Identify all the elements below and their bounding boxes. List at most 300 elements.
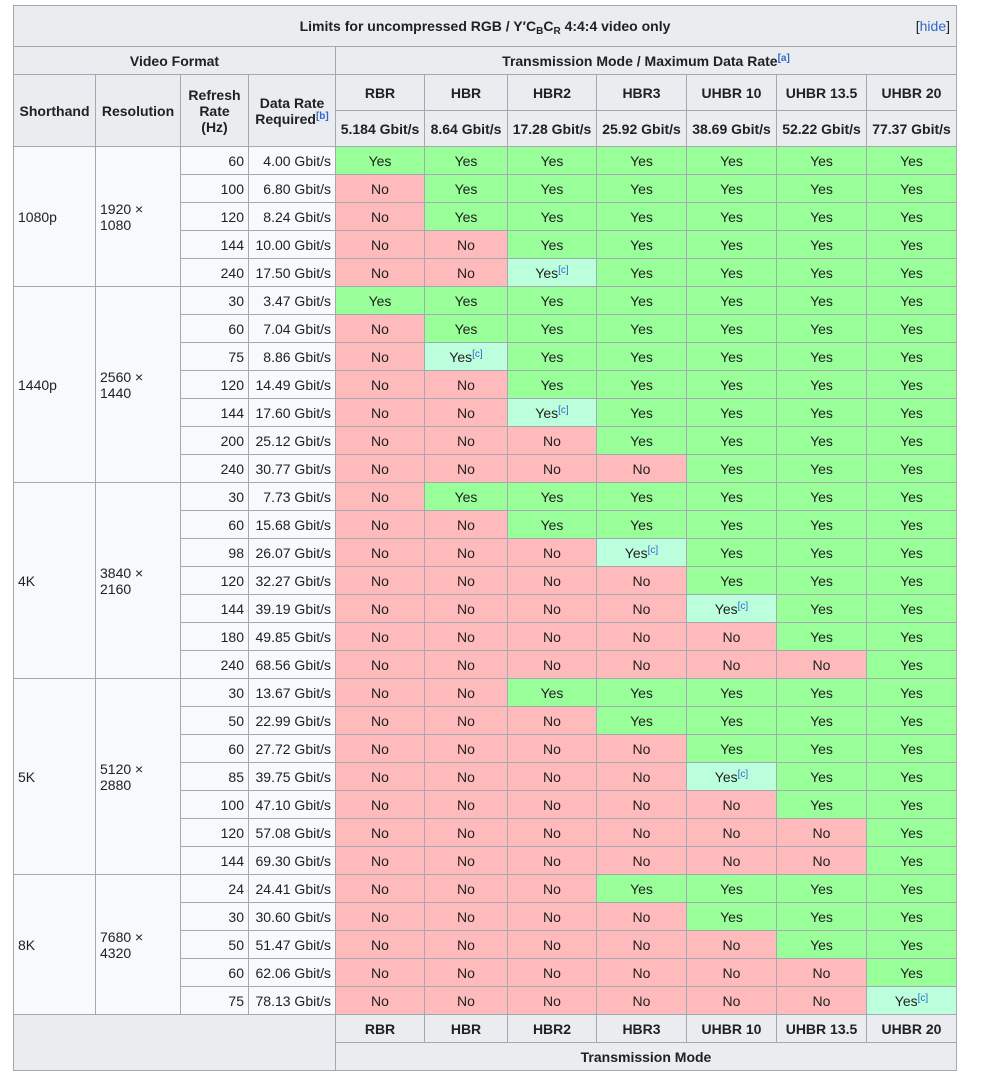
support-cell-rbr-yes: Yes [336,287,425,315]
support-cell-uhbr20-yes: Yes [867,623,957,651]
shorthand-cell: 1080p [14,147,96,287]
support-cell-hbr3-yes: Yes [597,427,687,455]
data-rate-cell: 10.00 Gbit/s [249,231,336,259]
refresh-rate-cell: 120 [181,819,249,847]
mode-header-uhbr13-5: UHBR 13.5 [777,75,867,111]
refresh-rate-cell: 60 [181,511,249,539]
support-cell-uhbr20-yes: Yes [867,651,957,679]
refresh-rate-cell: 144 [181,847,249,875]
table-wrapper [13,5,957,1071]
refresh-rate-cell: 100 [181,791,249,819]
mode-header-hbr3: HBR3 [597,75,687,111]
shorthand-cell: 5K [14,679,96,875]
support-cell-uhbr10-no: No [687,651,777,679]
support-cell-hbr-yes: Yes [425,483,508,511]
header-row-modes [14,75,957,111]
support-cell-hbr-no: No [425,763,508,791]
support-cell-uhbr10-yes-caveat [687,595,777,623]
footer-mode-rbr: RBR [336,1015,425,1043]
support-cell-hbr-no: No [425,875,508,903]
hide-link[interactable]: hide [919,18,947,34]
support-cell-hbr-no: No [425,455,508,483]
support-cell-uhbr13-5-yes: Yes [777,903,867,931]
video-format-header: Video Format [14,47,336,75]
support-cell-rbr-no: No [336,847,425,875]
support-cell-rbr-no: No [336,987,425,1015]
resolution-line-2: 1080 [100,216,132,233]
support-cell-hbr-no: No [425,931,508,959]
support-cell-hbr-yes-caveat [425,343,508,371]
support-cell-uhbr13-5-yes: Yes [777,371,867,399]
support-cell-hbr2-no: No [508,455,597,483]
resolution-line-2: 2160 [100,580,132,597]
refresh-rate-cell: 85 [181,763,249,791]
support-cell-uhbr20-yes: Yes [867,315,957,343]
data-rate-cell: 30.60 Gbit/s [249,903,336,931]
support-cell-hbr3-no: No [597,847,687,875]
ref-a-link[interactable]: [a] [777,52,790,64]
ref-c-link[interactable]: [c] [472,348,483,360]
support-cell-uhbr10-yes: Yes [687,567,777,595]
support-cell-rbr-no: No [336,623,425,651]
footer-mode-uhbr20: UHBR 20 [867,1015,957,1043]
support-cell-uhbr20-yes: Yes [867,707,957,735]
refresh-rate-cell: 75 [181,343,249,371]
footer-mode-hbr: HBR [425,1015,508,1043]
data-rate-cell: 57.08 Gbit/s [249,819,336,847]
refresh-rate-cell: 30 [181,679,249,707]
support-cell-uhbr10-yes: Yes [687,455,777,483]
resolution-cell [96,287,181,483]
support-cell-uhbr10-yes: Yes [687,231,777,259]
support-cell-hbr-no: No [425,847,508,875]
refresh-rate-cell: 100 [181,175,249,203]
support-cell-uhbr13-5-no: No [777,651,867,679]
support-cell-hbr2-no: No [508,931,597,959]
footer-mode-hbr2: HBR2 [508,1015,597,1043]
support-cell-uhbr10-yes: Yes [687,399,777,427]
hide-toggle: [hide] [915,18,950,34]
support-cell-uhbr10-yes: Yes [687,483,777,511]
data-rate-cell: 15.68 Gbit/s [249,511,336,539]
support-cell-hbr3-yes: Yes [597,707,687,735]
support-cell-uhbr13-5-yes: Yes [777,735,867,763]
support-cell-hbr3-no: No [597,819,687,847]
support-cell-hbr-no: No [425,819,508,847]
support-cell-uhbr10-yes: Yes [687,679,777,707]
support-cell-uhbr20-yes: Yes [867,231,957,259]
support-value: Yes [535,404,559,421]
support-cell-uhbr20-yes: Yes [867,455,957,483]
support-cell-uhbr10-no: No [687,847,777,875]
support-cell-uhbr10-no: No [687,987,777,1015]
support-cell-hbr2-no: No [508,987,597,1015]
mode-rate-rbr: 5.184 Gbit/s [336,111,425,147]
support-cell-hbr3-no: No [597,567,687,595]
support-cell-hbr2-yes: Yes [508,315,597,343]
support-cell-hbr3-yes: Yes [597,371,687,399]
support-cell-uhbr13-5-yes: Yes [777,315,867,343]
support-cell-rbr-no: No [336,343,425,371]
support-cell-rbr-no: No [336,567,425,595]
refresh-rate-cell: 30 [181,483,249,511]
support-cell-uhbr13-5-yes: Yes [777,287,867,315]
support-cell-uhbr10-no: No [687,623,777,651]
ref-c-link[interactable]: [c] [737,600,749,612]
support-cell-rbr-no: No [336,539,425,567]
support-cell-uhbr13-5-yes: Yes [777,931,867,959]
data-rate-cell: 7.04 Gbit/s [249,315,336,343]
support-cell-uhbr20-yes: Yes [867,847,957,875]
support-cell-uhbr13-5-yes: Yes [777,875,867,903]
refresh-rate-cell: 144 [181,231,249,259]
support-cell-uhbr10-no: No [687,959,777,987]
support-cell-hbr2-yes: Yes [508,511,597,539]
support-cell-hbr-no: No [425,791,508,819]
support-cell-hbr3-no: No [597,735,687,763]
shorthand-cell: 1440p [14,287,96,483]
support-cell-rbr-no: No [336,819,425,847]
data-rate-cell: 26.07 Gbit/s [249,539,336,567]
support-cell-uhbr10-yes: Yes [687,287,777,315]
footer-transmission-mode: Transmission Mode [336,1043,957,1071]
refresh-rate-cell: 30 [181,287,249,315]
mode-rate-uhbr10: 38.69 Gbit/s [687,111,777,147]
support-cell-rbr-no: No [336,427,425,455]
mode-rate-uhbr20: 77.37 Gbit/s [867,111,957,147]
caption-row [14,6,957,47]
support-cell-hbr2-no: No [508,875,597,903]
support-cell-rbr-no: No [336,203,425,231]
transmission-mode-header: Transmission Mode / Maximum Data Rate[a] [336,47,957,75]
data-rate-cell: 68.56 Gbit/s [249,651,336,679]
support-cell-hbr2-no: No [508,819,597,847]
support-value: Yes [714,768,738,785]
support-cell-hbr3-yes: Yes [597,511,687,539]
support-cell-hbr2-no: No [508,427,597,455]
refresh-rate-cell: 144 [181,595,249,623]
refresh-rate-cell: 75 [181,987,249,1015]
ref-c-link[interactable]: [c] [737,768,749,780]
support-cell-uhbr10-yes: Yes [687,707,777,735]
support-cell-hbr2-yes: Yes [508,371,597,399]
refresh-rate-cell: 24 [181,875,249,903]
support-cell-uhbr13-5-no: No [777,959,867,987]
support-cell-hbr3-yes: Yes [597,679,687,707]
support-cell-uhbr20-yes: Yes [867,679,957,707]
support-cell-hbr3-yes: Yes [597,343,687,371]
support-cell-uhbr20-yes: Yes [867,931,957,959]
data-rate-cell: 6.80 Gbit/s [249,175,336,203]
support-cell-hbr3-yes: Yes [597,259,687,287]
mode-header-uhbr20: UHBR 20 [867,75,957,111]
support-cell-hbr-no: No [425,651,508,679]
refresh-rate-cell: 240 [181,651,249,679]
support-value: Yes [535,264,559,281]
support-cell-hbr3-no: No [597,763,687,791]
mode-header-hbr: HBR [425,75,508,111]
support-cell-uhbr20-yes: Yes [867,399,957,427]
support-cell-hbr3-no: No [597,791,687,819]
support-cell-uhbr13-5-yes: Yes [777,343,867,371]
support-cell-rbr-no: No [336,455,425,483]
support-cell-hbr-no: No [425,707,508,735]
support-cell-uhbr20-yes: Yes [867,483,957,511]
support-cell-hbr2-yes: Yes [508,175,597,203]
support-cell-uhbr13-5-yes: Yes [777,539,867,567]
support-cell-rbr-no: No [336,959,425,987]
data-rate-cell: 47.10 Gbit/s [249,791,336,819]
ref-c-link[interactable]: [c] [917,992,929,1004]
support-value: Yes [894,992,918,1009]
support-cell-uhbr13-5-yes: Yes [777,455,867,483]
refresh-rate-cell: 200 [181,427,249,455]
support-cell-hbr2-yes: Yes [508,287,597,315]
mode-rate-hbr3: 25.92 Gbit/s [597,111,687,147]
shorthand-header: Shorthand [14,75,96,147]
support-cell-hbr-yes: Yes [425,315,508,343]
data-rate-cell: 51.47 Gbit/s [249,931,336,959]
footer-mode-hbr3: HBR3 [597,1015,687,1043]
header-row-groups [14,47,957,75]
refresh-rate-cell: 120 [181,203,249,231]
data-rate-cell: 78.13 Gbit/s [249,987,336,1015]
support-cell-rbr-no: No [336,763,425,791]
support-cell-uhbr13-5-yes: Yes [777,763,867,791]
support-cell-uhbr10-yes: Yes [687,343,777,371]
support-value: Yes [624,544,648,561]
refresh-rate-cell: 120 [181,567,249,595]
support-cell-rbr-no: No [336,791,425,819]
support-cell-uhbr10-no: No [687,819,777,847]
data-rate-cell: 22.99 Gbit/s [249,707,336,735]
support-cell-hbr-no: No [425,679,508,707]
support-cell-rbr-no: No [336,931,425,959]
support-cell-rbr-no: No [336,259,425,287]
support-cell-uhbr13-5-yes: Yes [777,511,867,539]
mode-header-hbr2: HBR2 [508,75,597,111]
data-rate-header: Data Rate Required[b] [249,75,336,147]
support-cell-uhbr10-yes-caveat [687,763,777,791]
support-value: Yes [449,348,473,365]
support-cell-uhbr20-yes: Yes [867,287,957,315]
data-rate-cell: 7.73 Gbit/s [249,483,336,511]
support-cell-uhbr20-yes: Yes [867,763,957,791]
support-cell-hbr3-yes: Yes [597,175,687,203]
support-cell-hbr3-no: No [597,931,687,959]
support-cell-uhbr20-yes: Yes [867,343,957,371]
resolution-line-1: 1920 × [100,200,144,217]
refresh-rate-cell: 240 [181,259,249,287]
support-cell-rbr-no: No [336,651,425,679]
support-cell-hbr-no: No [425,399,508,427]
support-cell-hbr-yes: Yes [425,147,508,175]
support-cell-uhbr10-yes: Yes [687,371,777,399]
support-cell-hbr3-no: No [597,903,687,931]
support-cell-uhbr10-yes: Yes [687,259,777,287]
resolution-cell [96,679,181,875]
data-rate-cell: 14.49 Gbit/s [249,371,336,399]
data-rate-cell: 13.67 Gbit/s [249,679,336,707]
support-cell-hbr3-yes: Yes [597,231,687,259]
support-cell-uhbr20-yes: Yes [867,595,957,623]
support-cell-uhbr13-5-no: No [777,847,867,875]
support-cell-uhbr10-no: No [687,791,777,819]
refresh-rate-cell: 60 [181,735,249,763]
support-cell-uhbr13-5-yes: Yes [777,791,867,819]
support-cell-hbr2-yes: Yes [508,679,597,707]
ref-b-link[interactable]: [b] [315,110,329,122]
refresh-rate-cell: 50 [181,931,249,959]
support-cell-hbr2-no: No [508,595,597,623]
support-cell-hbr3-yes: Yes [597,147,687,175]
refresh-rate-cell: 50 [181,707,249,735]
support-cell-uhbr13-5-yes: Yes [777,483,867,511]
resolution-line-1: 7680 × [100,928,144,945]
resolution-line-1: 2560 × [100,368,144,385]
support-cell-uhbr13-5-yes: Yes [777,399,867,427]
resolution-line-2: 4320 [100,944,132,961]
support-cell-rbr-no: No [336,231,425,259]
table-row [14,483,957,511]
footer-mode-uhbr10: UHBR 10 [687,1015,777,1043]
support-cell-hbr-yes: Yes [425,287,508,315]
refresh-rate-cell: 60 [181,315,249,343]
support-cell-uhbr20-yes: Yes [867,427,957,455]
support-cell-rbr-no: No [336,315,425,343]
support-cell-hbr3-no: No [597,595,687,623]
support-cell-uhbr20-yes: Yes [867,791,957,819]
support-cell-uhbr10-yes: Yes [687,175,777,203]
support-cell-uhbr20-yes: Yes [867,147,957,175]
data-rate-cell: 62.06 Gbit/s [249,959,336,987]
support-cell-hbr-no: No [425,903,508,931]
support-cell-hbr3-yes: Yes [597,483,687,511]
support-cell-uhbr13-5-yes: Yes [777,679,867,707]
resolution-line-2: 2880 [100,776,132,793]
support-cell-uhbr13-5-yes: Yes [777,707,867,735]
support-cell-hbr2-no: No [508,847,597,875]
data-rate-cell: 3.47 Gbit/s [249,287,336,315]
resolution-header: Resolution [96,75,181,147]
support-cell-uhbr13-5-no: No [777,987,867,1015]
support-cell-hbr-no: No [425,259,508,287]
support-cell-hbr-no: No [425,567,508,595]
support-cell-hbr3-no: No [597,623,687,651]
support-cell-uhbr10-yes: Yes [687,315,777,343]
support-cell-uhbr13-5-yes: Yes [777,567,867,595]
displayport-limits-table [13,5,957,1071]
support-cell-hbr2-yes: Yes [508,147,597,175]
support-cell-uhbr20-yes: Yes [867,875,957,903]
support-cell-hbr-no: No [425,735,508,763]
footer-row-modes [14,1015,957,1043]
support-cell-hbr-no: No [425,427,508,455]
mode-header-rbr: RBR [336,75,425,111]
support-cell-uhbr13-5-yes: Yes [777,203,867,231]
support-cell-uhbr13-5-yes: Yes [777,147,867,175]
ref-c-link[interactable]: [c] [647,544,659,556]
support-cell-uhbr13-5-no: No [777,819,867,847]
support-cell-hbr2-no: No [508,763,597,791]
support-cell-uhbr10-yes: Yes [687,735,777,763]
data-rate-cell: 39.75 Gbit/s [249,763,336,791]
support-cell-rbr-no: No [336,735,425,763]
support-cell-hbr2-no: No [508,539,597,567]
refresh-rate-cell: 180 [181,623,249,651]
support-cell-rbr-no: No [336,175,425,203]
table-body [14,147,957,1015]
refresh-rate-cell: 98 [181,539,249,567]
support-cell-hbr2-yes: Yes [508,343,597,371]
table-caption [14,6,957,47]
support-cell-uhbr20-yes: Yes [867,959,957,987]
data-rate-cell: 17.50 Gbit/s [249,259,336,287]
support-cell-hbr2-no: No [508,959,597,987]
mode-header-uhbr10: UHBR 10 [687,75,777,111]
support-cell-uhbr13-5-yes: Yes [777,427,867,455]
support-cell-hbr-yes: Yes [425,175,508,203]
support-cell-hbr3-yes: Yes [597,875,687,903]
support-cell-hbr-no: No [425,595,508,623]
support-cell-hbr3-no: No [597,987,687,1015]
support-cell-uhbr13-5-yes: Yes [777,175,867,203]
support-cell-uhbr20-yes: Yes [867,539,957,567]
support-cell-uhbr10-yes: Yes [687,875,777,903]
support-cell-hbr3-yes: Yes [597,315,687,343]
support-cell-hbr2-yes: Yes [508,231,597,259]
support-cell-rbr-yes: Yes [336,147,425,175]
support-cell-hbr2-no: No [508,623,597,651]
support-cell-hbr2-no: No [508,903,597,931]
support-cell-hbr2-yes: Yes [508,203,597,231]
refresh-rate-cell: 120 [181,371,249,399]
support-cell-hbr-no: No [425,959,508,987]
support-cell-uhbr10-no: No [687,931,777,959]
support-cell-uhbr10-yes: Yes [687,203,777,231]
support-cell-hbr3-no: No [597,651,687,679]
data-rate-cell: 39.19 Gbit/s [249,595,336,623]
support-cell-uhbr20-yes: Yes [867,203,957,231]
shorthand-cell: 4K [14,483,96,679]
ref-c-link[interactable]: [c] [558,264,569,276]
support-cell-hbr2-no: No [508,735,597,763]
data-rate-cell: 17.60 Gbit/s [249,399,336,427]
support-cell-hbr2-yes-caveat [508,259,597,287]
support-cell-rbr-no: No [336,875,425,903]
table-row [14,875,957,903]
resolution-line-1: 3840 × [100,564,144,581]
support-cell-hbr3-yes: Yes [597,399,687,427]
support-cell-uhbr20-yes: Yes [867,175,957,203]
support-cell-rbr-no: No [336,371,425,399]
support-cell-hbr2-yes: Yes [508,483,597,511]
support-cell-rbr-no: No [336,399,425,427]
support-cell-hbr2-no: No [508,567,597,595]
resolution-cell [96,147,181,287]
support-cell-hbr3-yes: Yes [597,287,687,315]
support-cell-rbr-no: No [336,903,425,931]
ref-c-link[interactable]: [c] [558,404,569,416]
table-row [14,147,957,175]
support-cell-uhbr13-5-yes: Yes [777,231,867,259]
data-rate-cell: 24.41 Gbit/s [249,875,336,903]
support-cell-rbr-no: No [336,511,425,539]
support-cell-uhbr20-yes: Yes [867,903,957,931]
support-cell-uhbr20-yes-caveat [867,987,957,1015]
data-rate-cell: 4.00 Gbit/s [249,147,336,175]
support-cell-hbr-no: No [425,371,508,399]
